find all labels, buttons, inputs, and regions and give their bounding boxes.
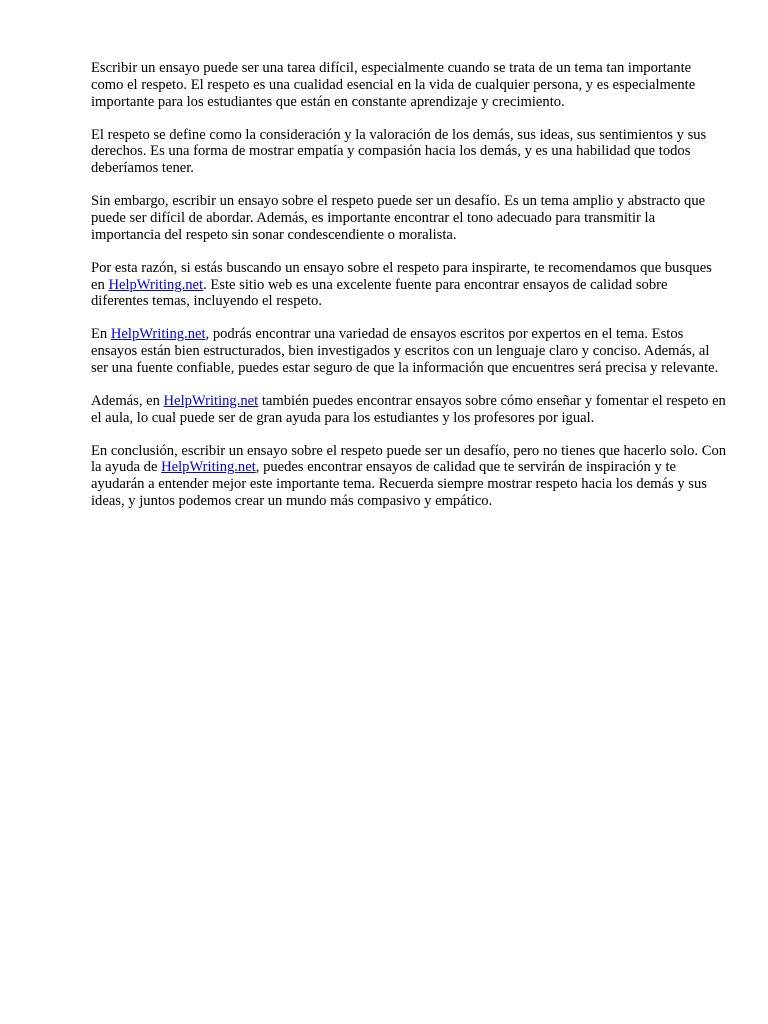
paragraph-intro: Escribir un ensayo puede ser una tarea difícil, especialmente cuando se trata de un tema tan importante como el respeto. El respeto es una cualidad esencial en la vida de cualquier persona, y es especialmente importante para los estudiantes que están en constante aprendizaje y crecimiento. bbox=[91, 60, 696, 110]
paragraph-text: Por esta razón, si estás buscando un ensayo sobre el respeto para inspirarte, te recomendamos que busques en bbox=[91, 259, 712, 293]
paragraph-text: En bbox=[91, 326, 111, 343]
paragraph-variety bbox=[91, 326, 727, 376]
paragraph-text: , podrás encontrar una variedad de ensayos escritos por expertos en el tema. Estos ensayos están bien estructurados, bien investigados y escritos con un lenguaje claro y conciso. Además, al ser una fuente confiable, puedes estar seguro de que la información que encuentres será precisa y relevante. bbox=[91, 326, 719, 376]
helpwriting-link[interactable]: HelpWriting.net bbox=[110, 326, 206, 343]
paragraph-conclusion bbox=[91, 443, 727, 510]
paragraph-text: . Este sitio web es una excelente fuente para encontrar ensayos de calidad sobre diferentes temas, incluyendo el respeto. bbox=[91, 276, 668, 310]
helpwriting-link[interactable]: HelpWriting.net bbox=[161, 459, 256, 476]
helpwriting-link[interactable]: HelpWriting.net bbox=[163, 392, 259, 409]
paragraph-definition: El respeto se define como la consideración y la valoración de los demás, sus ideas, sus sentimientos y sus derechos. Es una forma de mostrar empatía y compasión hacia los demás, y es una habilidad que todos deberíamos tener. bbox=[91, 126, 707, 177]
paragraph-challenge: Sin embargo, escribir un ensayo sobre el respeto puede ser un desafío. Es un tema amplio y abstracto que puede ser difícil de abordar. Además, es importante encontrar el tono adecuado para transmitir la importancia del respeto sin sonar condescendiente o moralista. bbox=[91, 193, 706, 243]
paragraph-text: Además, en bbox=[91, 392, 164, 409]
paragraph-text: , puedes encontrar ensayos de calidad que te servirán de inspiración y te ayudarán a entender mejor este importante tema. Recuerda siempre mostrar respeto hacia los demás y sus ideas, y juntos podemos crear un mundo más compasivo y empático. bbox=[91, 459, 707, 510]
paragraph-text: En conclusión, escribir un ensayo sobre el respeto puede ser un desafío, pero no tienes que hacerlo solo. Con la ayuda de bbox=[91, 442, 727, 476]
paragraph-recommendation bbox=[91, 260, 727, 310]
helpwriting-link[interactable]: HelpWriting.net bbox=[108, 276, 204, 293]
paragraph-classroom bbox=[91, 393, 727, 427]
paragraph-text: también puedes encontrar ensayos sobre cómo enseñar y fomentar el respeto en el aula, lo cual puede ser de gran ayuda para los estudiantes y los profesores por igual. bbox=[91, 392, 726, 426]
document-page bbox=[91, 60, 727, 526]
